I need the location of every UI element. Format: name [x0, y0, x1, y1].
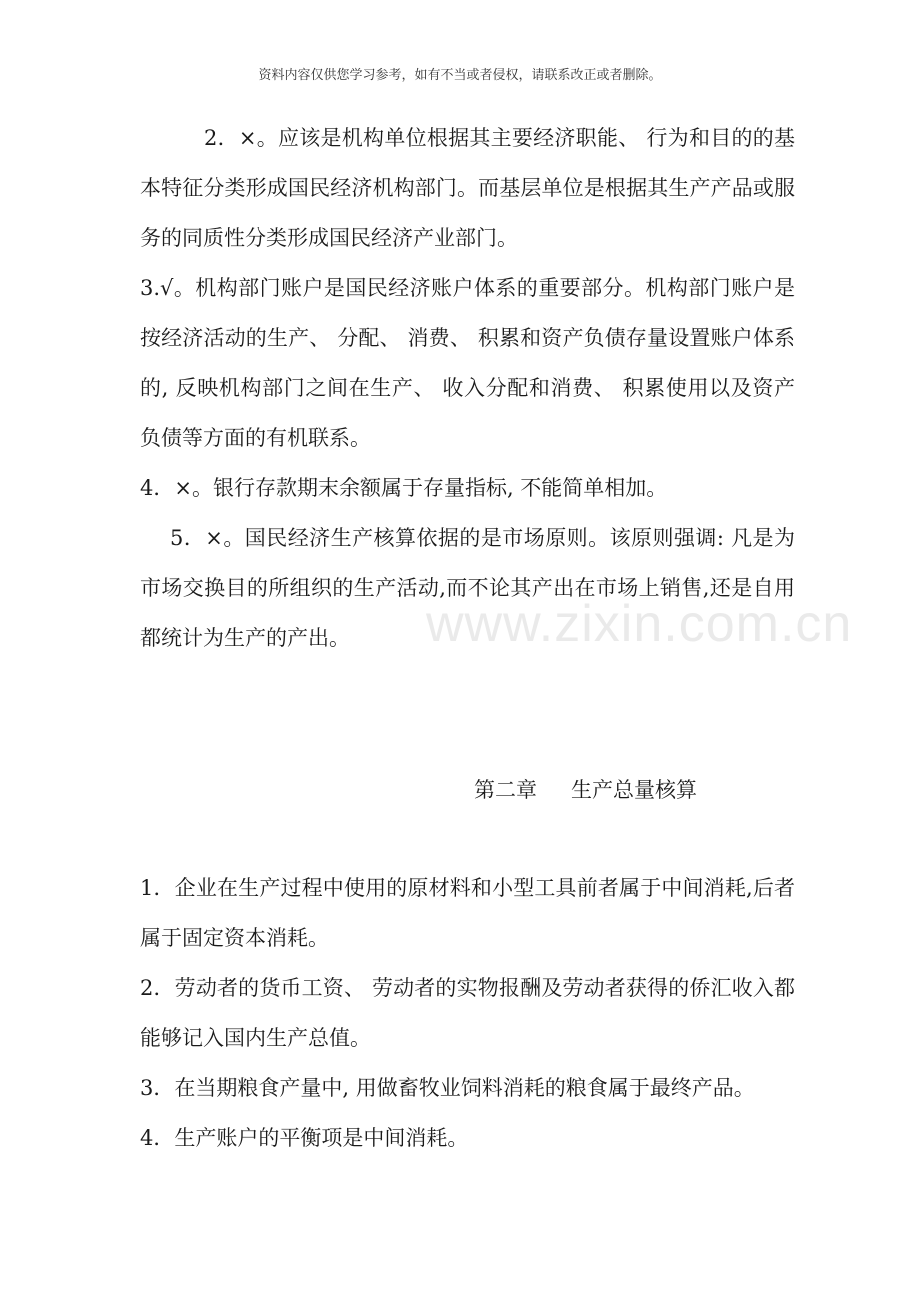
question-3-paragraph: 3．在当期粮食产量中, 用做畜牧业饲料消耗的粮食属于最终产品。 [140, 1076, 755, 1100]
chapter-heading [474, 770, 697, 810]
answer-2-paragraph: 2．×。应该是机构单位根据其主要经济职能、 行为和目的的基本特征分类形成国民经济机构部门。而基层单位是根据其生产产品或服务的同质性分类形成国民经济产业部门。 [140, 126, 795, 250]
answer-3-paragraph: 3.√。机构部门账户是国民经济账户体系的重要部分。机构部门账户是按经济活动的生产、 分配、 消费、 积累和资产负债存量设置账户体系的, 反映机构部门之间在生产、 收入分配和消费、 积累使用以及资产负债等方面的有机联系。 [140, 276, 795, 450]
question-1-paragraph: 1．企业在生产过程中使用的原材料和小型工具前者属于中间消耗,后者属于固定资本消耗。 [140, 876, 795, 950]
chapter-number: 第二章 [474, 778, 537, 802]
copyright-header-note: 资料内容仅供您学习参考，如有不当或者侵权，请联系改正或者删除。 [258, 68, 662, 83]
answer-5-paragraph: 5．×。国民经济生产核算依据的是市场原则。该原则强调: 凡是为市场交换目的所组织的生产活动,而不论其产出在市场上销售,还是自用都统计为生产的产出。 [140, 526, 795, 650]
site-watermark: www.zixin.com.cn [426, 595, 853, 653]
answer-4-paragraph: 4．×。银行存款期末余额属于存量指标, 不能简单相加。 [140, 476, 668, 500]
question-2-paragraph: 2．劳动者的货币工资、 劳动者的实物报酬及劳动者获得的侨汇收入都能够记入国内生产总值。 [140, 976, 795, 1050]
question-4-paragraph: 4．生产账户的平衡项是中间消耗。 [140, 1126, 469, 1150]
chapter-title-text: 生产总量核算 [571, 778, 697, 802]
